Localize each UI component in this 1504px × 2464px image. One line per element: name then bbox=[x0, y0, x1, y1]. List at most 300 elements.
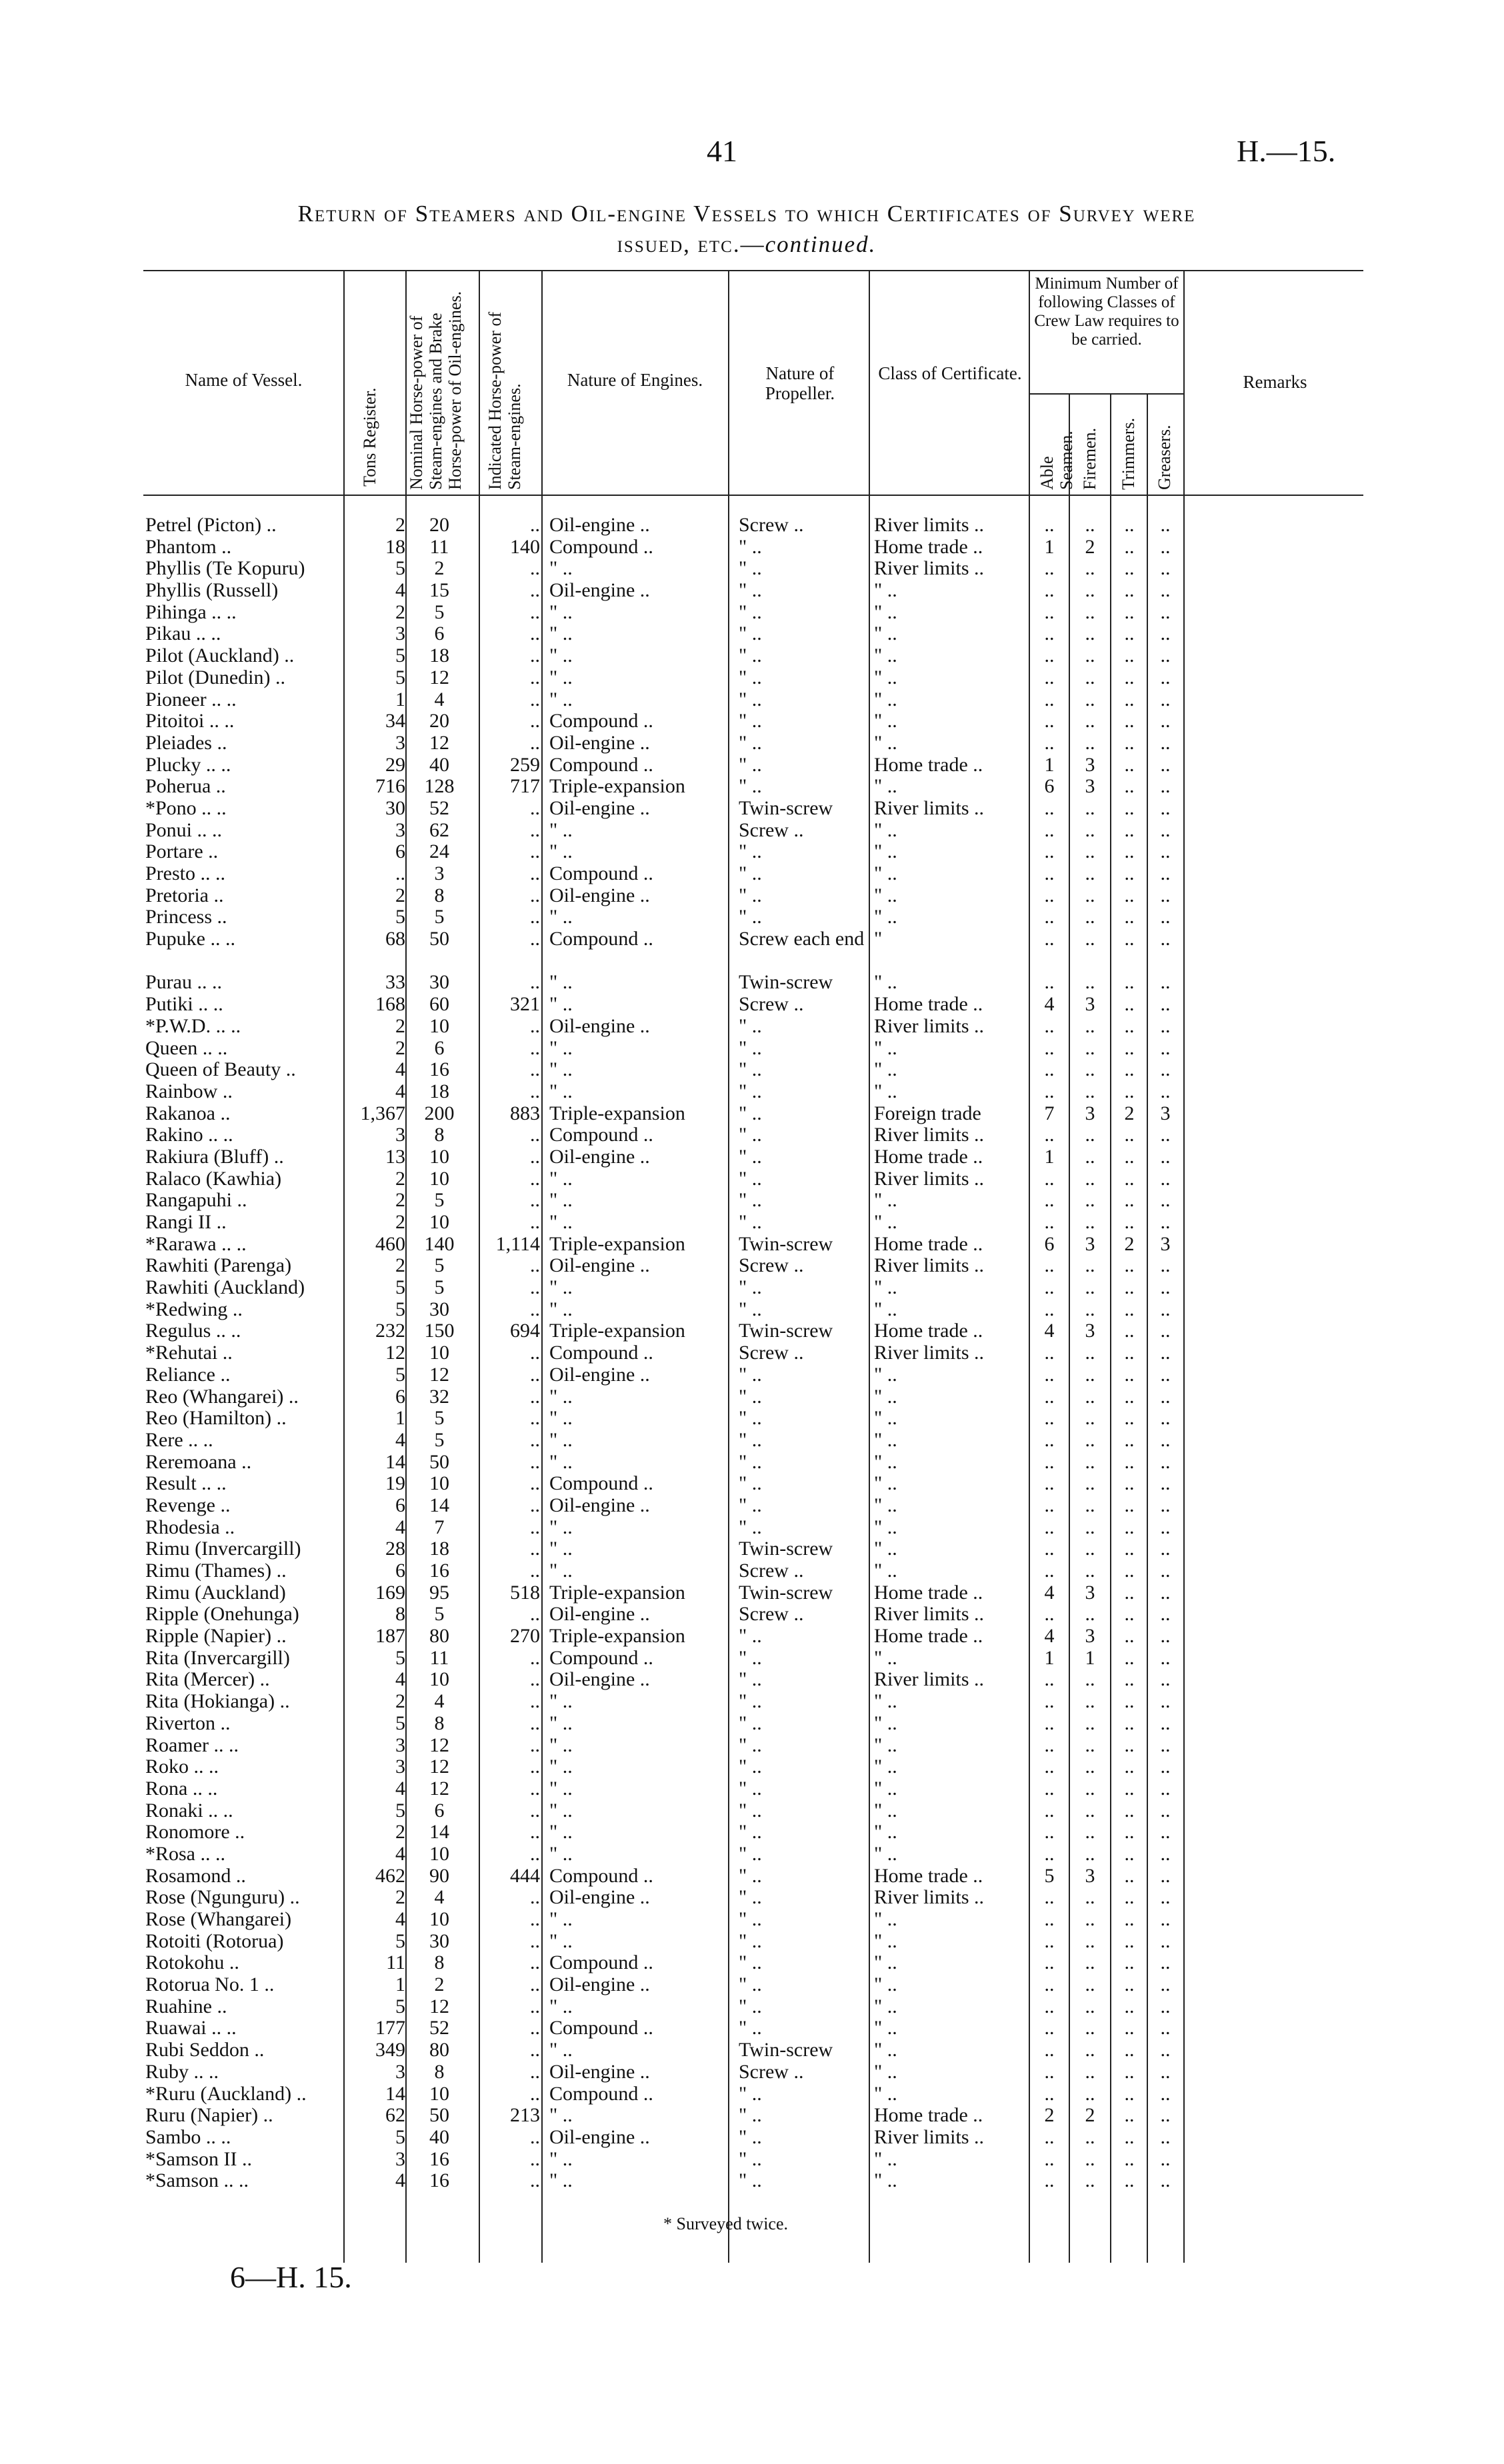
certificate-class-cell: " .. bbox=[874, 1690, 897, 1713]
indicated-hp-cell: .. bbox=[530, 2017, 540, 2039]
vessel-name-cell: Poherua .. bbox=[145, 776, 226, 798]
propeller-type-cell: " .. bbox=[739, 1864, 762, 1887]
trimmers-cell: .. bbox=[1124, 1167, 1135, 1190]
indicated-hp-cell: .. bbox=[530, 731, 540, 754]
table-row bbox=[0, 1212, 1504, 1234]
able-seamen-cell: .. bbox=[1044, 514, 1055, 536]
greasers-cell: .. bbox=[1160, 731, 1171, 754]
table-row bbox=[0, 1996, 1504, 2018]
trimmers-cell: .. bbox=[1124, 906, 1135, 928]
certificate-class-cell: " .. bbox=[874, 1799, 897, 1822]
propeller-type-cell: " .. bbox=[739, 1145, 762, 1168]
table-row bbox=[0, 1909, 1504, 1931]
vessel-name-cell: Ponui .. .. bbox=[145, 819, 223, 841]
tons-register-cell: 19 bbox=[385, 1472, 405, 1495]
firemen-cell: .. bbox=[1085, 1494, 1095, 1516]
able-seamen-cell: .. bbox=[1044, 1777, 1055, 1800]
engine-type-cell: Oil-engine .. bbox=[549, 796, 650, 819]
propeller-type-cell: " .. bbox=[739, 1124, 762, 1146]
tons-register-cell: 2 bbox=[395, 884, 405, 906]
header-top-rule bbox=[143, 270, 1363, 271]
nominal-hp-cell: 8 bbox=[434, 884, 445, 906]
firemen-cell: .. bbox=[1085, 840, 1095, 863]
able-seamen-cell: .. bbox=[1044, 1254, 1055, 1277]
certificate-class-cell: River limits .. bbox=[874, 1167, 984, 1190]
firemen-cell: .. bbox=[1085, 1777, 1095, 1800]
firemen-cell: .. bbox=[1085, 1951, 1095, 1974]
table-row bbox=[0, 2105, 1504, 2127]
nominal-hp-cell: 30 bbox=[429, 1929, 449, 1952]
firemen-cell: .. bbox=[1085, 1189, 1095, 1212]
able-seamen-cell: .. bbox=[1044, 1516, 1055, 1538]
indicated-hp-cell: .. bbox=[530, 1254, 540, 1277]
trimmers-cell: .. bbox=[1124, 1298, 1135, 1320]
greasers-cell: .. bbox=[1160, 1886, 1171, 1909]
nominal-hp-cell: 15 bbox=[429, 579, 449, 602]
indicated-hp-cell: 883 bbox=[510, 1102, 540, 1124]
greasers-cell: .. bbox=[1160, 906, 1171, 928]
propeller-type-cell: " .. bbox=[739, 2104, 762, 2127]
firemen-cell: .. bbox=[1085, 1428, 1095, 1451]
indicated-hp-cell: .. bbox=[530, 1167, 540, 1190]
trimmers-cell: .. bbox=[1124, 2169, 1135, 2192]
certificate-class-cell: Home trade .. bbox=[874, 753, 983, 776]
certificate-class-cell: " .. bbox=[874, 840, 897, 863]
certificate-class-cell: Home trade .. bbox=[874, 1625, 983, 1648]
greasers-cell: .. bbox=[1160, 796, 1171, 819]
certificate-class-cell: " .. bbox=[874, 2169, 897, 2192]
indicated-hp-cell: .. bbox=[530, 1929, 540, 1952]
tons-register-cell: 2 bbox=[395, 1690, 405, 1713]
indicated-hp-cell: .. bbox=[530, 1058, 540, 1081]
firemen-cell: .. bbox=[1085, 1690, 1095, 1713]
table-row bbox=[0, 1408, 1504, 1430]
nominal-hp-cell: 18 bbox=[429, 644, 449, 667]
nominal-hp-cell: 90 bbox=[429, 1864, 449, 1887]
title-continued: continued. bbox=[765, 231, 877, 257]
nominal-hp-cell: 8 bbox=[434, 1124, 445, 1146]
nominal-hp-cell: 2 bbox=[434, 1973, 445, 1996]
engine-type-cell: Compound .. bbox=[549, 1342, 653, 1364]
vessel-name-cell: Ripple (Onehunga) bbox=[145, 1604, 299, 1626]
able-seamen-cell: .. bbox=[1044, 906, 1055, 928]
certificate-class-cell: " .. bbox=[874, 731, 897, 754]
propeller-type-cell: " .. bbox=[739, 622, 762, 645]
table-row bbox=[0, 994, 1504, 1016]
trimmers-cell: .. bbox=[1124, 1124, 1135, 1146]
firemen-cell: .. bbox=[1085, 1211, 1095, 1234]
firemen-cell: .. bbox=[1085, 601, 1095, 623]
certificate-class-cell: River limits .. bbox=[874, 1668, 984, 1691]
able-seamen-cell: .. bbox=[1044, 1494, 1055, 1516]
nominal-hp-cell: 10 bbox=[429, 1908, 449, 1931]
nominal-hp-cell: 128 bbox=[424, 775, 455, 798]
greasers-cell: .. bbox=[1160, 1929, 1171, 1952]
vessel-name-cell: Pitoitoi .. .. bbox=[145, 710, 235, 732]
vessel-name-cell: Queen of Beauty .. bbox=[145, 1059, 296, 1081]
firemen-cell: 3 bbox=[1085, 1581, 1095, 1604]
vessel-name-cell: Rita (Invercargill) bbox=[145, 1647, 290, 1669]
vessel-name-cell: Riverton .. bbox=[145, 1712, 231, 1734]
vessel-name-cell: Sambo .. .. bbox=[145, 2126, 231, 2148]
vessel-name-cell: Rere .. .. bbox=[145, 1429, 213, 1451]
vessel-name-cell: Plucky .. .. bbox=[145, 754, 231, 776]
vessel-name-cell: Rakiura (Bluff) .. bbox=[145, 1146, 284, 1168]
table-row bbox=[0, 1648, 1504, 1670]
able-seamen-cell: 1 bbox=[1044, 1145, 1055, 1168]
table-row bbox=[0, 820, 1504, 842]
vessel-name-cell: Pioneer .. .. bbox=[145, 688, 237, 710]
engine-type-cell: Oil-engine .. bbox=[549, 731, 650, 754]
tons-register-cell: 5 bbox=[395, 1363, 405, 1386]
able-seamen-cell: .. bbox=[1044, 1363, 1055, 1386]
table-row bbox=[0, 1168, 1504, 1190]
nominal-hp-cell: 52 bbox=[429, 2017, 449, 2039]
able-seamen-cell: .. bbox=[1044, 1080, 1055, 1102]
tons-register-cell: 18 bbox=[385, 535, 405, 558]
able-seamen-cell: .. bbox=[1044, 928, 1055, 950]
tons-register-cell: 187 bbox=[375, 1625, 405, 1648]
propeller-type-cell: " .. bbox=[739, 1058, 762, 1081]
engine-type-cell: Compound .. bbox=[549, 535, 653, 558]
table-row bbox=[0, 1931, 1504, 1953]
vessel-name-cell: Ruby .. .. bbox=[145, 2061, 219, 2083]
engine-type-cell: " .. bbox=[549, 2039, 573, 2061]
trimmers-cell: .. bbox=[1124, 1864, 1135, 1887]
propeller-type-cell: " .. bbox=[739, 2169, 762, 2192]
nominal-hp-cell: 40 bbox=[429, 2125, 449, 2148]
certificate-class-cell: River limits .. bbox=[874, 1124, 984, 1146]
certificate-class-cell: " .. bbox=[874, 1734, 897, 1756]
firemen-cell: .. bbox=[1085, 1080, 1095, 1102]
nominal-hp-cell: 12 bbox=[429, 1734, 449, 1756]
certificate-class-cell: " .. bbox=[874, 1036, 897, 1059]
propeller-type-cell: " .. bbox=[739, 1363, 762, 1386]
nominal-hp-cell: 16 bbox=[429, 2169, 449, 2192]
indicated-hp-cell: .. bbox=[530, 1886, 540, 1909]
vessel-name-cell: Rainbow .. bbox=[145, 1080, 233, 1102]
footer-page-reference: 6—H. 15. bbox=[230, 2260, 352, 2294]
indicated-hp-cell: 694 bbox=[510, 1320, 540, 1342]
greasers-cell: .. bbox=[1160, 2017, 1171, 2039]
propeller-type-cell: " .. bbox=[739, 1799, 762, 1822]
trimmers-cell: .. bbox=[1124, 1777, 1135, 1800]
vessel-table-body bbox=[0, 515, 1504, 2192]
certificate-class-cell: River limits .. bbox=[874, 1254, 984, 1277]
certificate-class-cell: " .. bbox=[874, 1211, 897, 1234]
tons-register-cell: 1,367 bbox=[360, 1102, 405, 1124]
propeller-type-cell: " .. bbox=[739, 753, 762, 776]
tons-register-cell: 2 bbox=[395, 1254, 405, 1277]
certificate-class-cell: " bbox=[874, 928, 883, 950]
propeller-type-cell: Twin-screw bbox=[739, 1538, 833, 1560]
trimmers-cell: .. bbox=[1124, 1538, 1135, 1560]
greasers-cell: .. bbox=[1160, 1167, 1171, 1190]
nominal-hp-cell: 6 bbox=[434, 622, 445, 645]
tons-register-cell: 29 bbox=[385, 753, 405, 776]
engine-type-cell: " .. bbox=[549, 1428, 573, 1451]
tons-register-cell: 2 bbox=[395, 1167, 405, 1190]
trimmers-cell: .. bbox=[1124, 579, 1135, 602]
engine-type-cell: " .. bbox=[549, 1734, 573, 1756]
nominal-hp-cell: 10 bbox=[429, 1342, 449, 1364]
engine-type-cell: " .. bbox=[549, 2147, 573, 2170]
nominal-hp-cell: 5 bbox=[434, 1276, 445, 1299]
propeller-type-cell: " .. bbox=[739, 1036, 762, 1059]
trimmers-cell: .. bbox=[1124, 928, 1135, 950]
trimmers-cell: .. bbox=[1124, 1929, 1135, 1952]
firemen-cell: .. bbox=[1085, 1538, 1095, 1560]
able-seamen-cell: .. bbox=[1044, 601, 1055, 623]
nominal-hp-cell: 40 bbox=[429, 753, 449, 776]
engine-type-cell: " .. bbox=[549, 1450, 573, 1473]
propeller-type-cell: " .. bbox=[739, 1167, 762, 1190]
able-seamen-cell: 4 bbox=[1044, 1625, 1055, 1648]
indicated-hp-cell: .. bbox=[530, 1276, 540, 1299]
greasers-cell: .. bbox=[1160, 2039, 1171, 2061]
vessel-name-cell: Rotorua No. 1 .. bbox=[145, 1974, 275, 1996]
certificate-class-cell: " .. bbox=[874, 688, 897, 710]
propeller-type-cell: " .. bbox=[739, 1690, 762, 1713]
able-seamen-cell: .. bbox=[1044, 710, 1055, 732]
vessel-name-cell: Revenge .. bbox=[145, 1494, 231, 1516]
propeller-type-cell: " .. bbox=[739, 884, 762, 906]
firemen-cell: .. bbox=[1085, 579, 1095, 602]
propeller-type-cell: " .. bbox=[739, 1516, 762, 1538]
nominal-hp-cell: 18 bbox=[429, 1538, 449, 1560]
tons-register-cell: 1 bbox=[395, 688, 405, 710]
nominal-hp-cell: 16 bbox=[429, 1560, 449, 1582]
firemen-cell: .. bbox=[1085, 2125, 1095, 2148]
tons-register-cell: 2 bbox=[395, 1886, 405, 1909]
table-row bbox=[0, 798, 1504, 820]
trimmers-cell: .. bbox=[1124, 1014, 1135, 1037]
propeller-type-cell: " .. bbox=[739, 1276, 762, 1299]
greasers-cell: .. bbox=[1160, 1734, 1171, 1756]
vessel-name-cell: Rosamond .. bbox=[145, 1865, 246, 1887]
indicated-hp-cell: .. bbox=[530, 1951, 540, 1974]
nominal-hp-cell: 5 bbox=[434, 1189, 445, 1212]
engine-type-cell: Triple-expansion bbox=[549, 1320, 685, 1342]
tons-register-cell: 6 bbox=[395, 1560, 405, 1582]
vessel-name-cell: *Samson .. .. bbox=[145, 2170, 249, 2192]
certificate-class-cell: " .. bbox=[874, 1385, 897, 1408]
certificate-class-cell: " .. bbox=[874, 862, 897, 884]
certificate-class-cell: River limits .. bbox=[874, 2125, 984, 2148]
trimmers-cell: .. bbox=[1124, 1560, 1135, 1582]
greasers-cell: .. bbox=[1160, 601, 1171, 623]
tons-register-cell: 6 bbox=[395, 1494, 405, 1516]
certificate-class-cell: Home trade .. bbox=[874, 535, 983, 558]
propeller-type-cell: " .. bbox=[739, 1494, 762, 1516]
table-row bbox=[0, 1342, 1504, 1364]
vessel-name-cell: *Redwing .. bbox=[145, 1298, 243, 1320]
firemen-cell: .. bbox=[1085, 1973, 1095, 1996]
engine-type-cell: " .. bbox=[549, 601, 573, 623]
engine-type-cell: " .. bbox=[549, 906, 573, 928]
engine-type-cell: " .. bbox=[549, 1712, 573, 1734]
vessel-name-cell: Reo (Whangarei) .. bbox=[145, 1386, 299, 1408]
propeller-type-cell: " .. bbox=[739, 2017, 762, 2039]
able-seamen-cell: .. bbox=[1044, 2147, 1055, 2170]
indicated-hp-cell: .. bbox=[530, 1908, 540, 1931]
able-seamen-cell: 1 bbox=[1044, 753, 1055, 776]
nominal-hp-cell: 10 bbox=[429, 1145, 449, 1168]
nominal-hp-cell: 6 bbox=[434, 1036, 445, 1059]
nominal-hp-cell: 10 bbox=[429, 1668, 449, 1691]
certificate-class-cell: " .. bbox=[874, 906, 897, 928]
greasers-cell: .. bbox=[1160, 2082, 1171, 2105]
vessel-name-cell: Presto .. .. bbox=[145, 863, 225, 884]
propeller-type-cell: " .. bbox=[739, 1625, 762, 1648]
propeller-type-cell: " .. bbox=[739, 1211, 762, 1234]
certificate-class-cell: " .. bbox=[874, 775, 897, 798]
tons-register-cell: 716 bbox=[375, 775, 405, 798]
trimmers-cell: .. bbox=[1124, 2017, 1135, 2039]
table-row bbox=[0, 1691, 1504, 1713]
propeller-type-cell: " .. bbox=[739, 1908, 762, 1931]
nominal-hp-cell: 32 bbox=[429, 1385, 449, 1408]
tons-register-cell: 3 bbox=[395, 818, 405, 841]
certificate-class-cell: " .. bbox=[874, 579, 897, 602]
nominal-hp-cell: 10 bbox=[429, 1472, 449, 1495]
tons-register-cell: 8 bbox=[395, 1603, 405, 1626]
certificate-class-cell: " .. bbox=[874, 622, 897, 645]
nominal-hp-cell: 5 bbox=[434, 1254, 445, 1277]
trimmers-cell: 2 bbox=[1124, 1232, 1135, 1255]
tons-register-cell: 462 bbox=[375, 1864, 405, 1887]
vessel-name-cell: Reo (Hamilton) .. bbox=[145, 1408, 287, 1430]
nominal-hp-cell: 95 bbox=[429, 1581, 449, 1604]
propeller-type-cell: " .. bbox=[739, 906, 762, 928]
certificate-class-cell: " .. bbox=[874, 1712, 897, 1734]
table-row bbox=[0, 602, 1504, 624]
indicated-hp-cell: .. bbox=[530, 1690, 540, 1713]
nominal-hp-cell: 50 bbox=[429, 928, 449, 950]
greasers-cell: .. bbox=[1160, 1799, 1171, 1822]
trimmers-cell: .. bbox=[1124, 1756, 1135, 1778]
propeller-type-cell: " .. bbox=[739, 666, 762, 688]
able-seamen-cell: 4 bbox=[1044, 993, 1055, 1016]
firemen-cell: .. bbox=[1085, 1908, 1095, 1931]
tons-register-cell: 14 bbox=[385, 2082, 405, 2105]
trimmers-cell: .. bbox=[1124, 710, 1135, 732]
nominal-hp-cell: 18 bbox=[429, 1080, 449, 1102]
certificate-class-cell: Home trade .. bbox=[874, 1145, 983, 1168]
tons-register-cell: 5 bbox=[395, 1646, 405, 1669]
able-seamen-cell: .. bbox=[1044, 1058, 1055, 1081]
greasers-cell: .. bbox=[1160, 862, 1171, 884]
firemen-cell: .. bbox=[1085, 1472, 1095, 1495]
indicated-hp-cell: .. bbox=[530, 840, 540, 863]
certificate-class-cell: " .. bbox=[874, 1777, 897, 1800]
trimmers-cell: 2 bbox=[1124, 1102, 1135, 1124]
table-row bbox=[0, 1538, 1504, 1560]
greasers-cell: .. bbox=[1160, 1472, 1171, 1495]
engine-type-cell: " .. bbox=[549, 2104, 573, 2127]
table-row bbox=[0, 645, 1504, 667]
vessel-name-cell: Ronaki .. .. bbox=[145, 1800, 233, 1822]
certificate-class-cell: " .. bbox=[874, 1189, 897, 1212]
tons-register-cell: 6 bbox=[395, 1385, 405, 1408]
header-able-seamen: Able Seamen. bbox=[1037, 431, 1076, 490]
indicated-hp-cell: .. bbox=[530, 1516, 540, 1538]
indicated-hp-cell: 1,114 bbox=[495, 1232, 540, 1255]
nominal-hp-cell: 12 bbox=[429, 1363, 449, 1386]
vessel-name-cell: *Rosa .. .. bbox=[145, 1843, 225, 1865]
tons-register-cell: 3 bbox=[395, 1756, 405, 1778]
trimmers-cell: .. bbox=[1124, 1494, 1135, 1516]
greasers-cell: .. bbox=[1160, 1581, 1171, 1604]
certificate-class-cell: Home trade .. bbox=[874, 1232, 983, 1255]
indicated-hp-cell: .. bbox=[530, 1668, 540, 1691]
propeller-type-cell: " .. bbox=[739, 1080, 762, 1102]
table-row bbox=[0, 537, 1504, 559]
indicated-hp-cell: .. bbox=[530, 1036, 540, 1059]
engine-type-cell: " .. bbox=[549, 1842, 573, 1865]
vessel-name-cell: Ruru (Napier) .. bbox=[145, 2105, 273, 2127]
trimmers-cell: .. bbox=[1124, 1646, 1135, 1669]
tons-register-cell: 5 bbox=[395, 557, 405, 580]
greasers-cell: .. bbox=[1160, 688, 1171, 710]
engine-type-cell: Triple-expansion bbox=[549, 1625, 685, 1648]
propeller-type-cell: " .. bbox=[739, 1668, 762, 1691]
vessel-name-cell: Rangi II .. bbox=[145, 1212, 227, 1234]
trimmers-cell: .. bbox=[1124, 1668, 1135, 1691]
table-row bbox=[0, 885, 1504, 907]
nominal-hp-cell: 7 bbox=[434, 1516, 445, 1538]
indicated-hp-cell: .. bbox=[530, 1450, 540, 1473]
greasers-cell: .. bbox=[1160, 1712, 1171, 1734]
firemen-cell: .. bbox=[1085, 1145, 1095, 1168]
greasers-cell: .. bbox=[1160, 1407, 1171, 1430]
engine-type-cell: Oil-engine .. bbox=[549, 579, 650, 602]
greasers-cell: .. bbox=[1160, 818, 1171, 841]
firemen-cell: .. bbox=[1085, 644, 1095, 667]
nominal-hp-cell: 3 bbox=[434, 862, 445, 884]
header-certificate: Class of Certificate. bbox=[878, 363, 1022, 383]
trimmers-cell: .. bbox=[1124, 666, 1135, 688]
engine-type-cell: " .. bbox=[549, 557, 573, 580]
certificate-class-cell: Home trade .. bbox=[874, 1864, 983, 1887]
vessel-name-cell: Ralaco (Kawhia) bbox=[145, 1168, 282, 1190]
certificate-class-cell: River limits .. bbox=[874, 1886, 984, 1909]
trimmers-cell: .. bbox=[1124, 1734, 1135, 1756]
firemen-cell: .. bbox=[1085, 1842, 1095, 1865]
certificate-class-cell: River limits .. bbox=[874, 796, 984, 819]
able-seamen-cell: .. bbox=[1044, 1995, 1055, 2017]
trimmers-cell: .. bbox=[1124, 688, 1135, 710]
tons-register-cell: 4 bbox=[395, 1516, 405, 1538]
greasers-cell: .. bbox=[1160, 1951, 1171, 1974]
greasers-cell: .. bbox=[1160, 644, 1171, 667]
trimmers-cell: .. bbox=[1124, 2147, 1135, 2170]
greasers-cell: .. bbox=[1160, 1821, 1171, 1844]
tons-register-cell: 4 bbox=[395, 1668, 405, 1691]
tons-register-cell: 2 bbox=[395, 1014, 405, 1037]
firemen-cell: .. bbox=[1085, 2147, 1095, 2170]
tons-register-cell: 3 bbox=[395, 2060, 405, 2083]
able-seamen-cell: .. bbox=[1044, 1450, 1055, 1473]
vessel-name-cell: Rita (Hokianga) .. bbox=[145, 1691, 290, 1713]
able-seamen-cell: 5 bbox=[1044, 1864, 1055, 1887]
table-row bbox=[0, 1430, 1504, 1452]
propeller-type-cell: " .. bbox=[739, 1646, 762, 1669]
engine-type-cell: " .. bbox=[549, 818, 573, 841]
vessel-name-cell: Rakanoa .. bbox=[145, 1102, 231, 1124]
greasers-cell: .. bbox=[1160, 1428, 1171, 1451]
vessel-name-cell: Rimu (Thames) .. bbox=[145, 1560, 287, 1582]
